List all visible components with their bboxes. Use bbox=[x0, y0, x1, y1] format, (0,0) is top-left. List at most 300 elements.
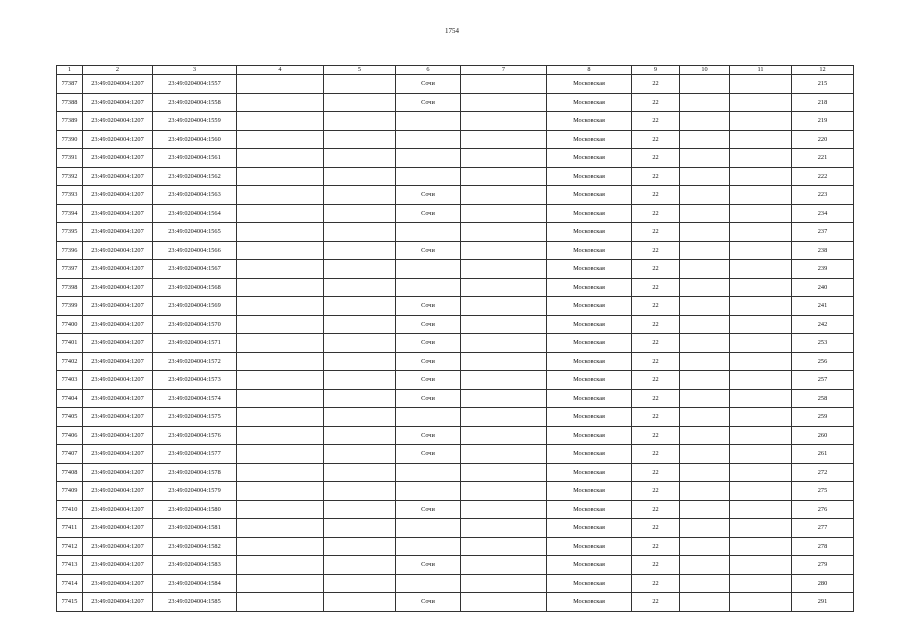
cell-col-10 bbox=[680, 297, 730, 316]
cell-col-11 bbox=[730, 112, 792, 131]
cell-row-number: 77412 bbox=[57, 537, 83, 556]
cell-row-number: 77405 bbox=[57, 408, 83, 427]
cell-house-number: 22 bbox=[632, 130, 680, 149]
cell-street: Московская bbox=[547, 519, 632, 538]
cell-cadastral-number: 23:49:0204004:1580 bbox=[153, 500, 237, 519]
column-header-7: 7 bbox=[461, 66, 547, 75]
cell-house-number: 22 bbox=[632, 371, 680, 390]
cell-city bbox=[396, 130, 461, 149]
cell-parent-cadastral-number: 23:49:0204004:1207 bbox=[83, 241, 153, 260]
cell-cadastral-number: 23:49:0204004:1570 bbox=[153, 315, 237, 334]
cell-col-11 bbox=[730, 260, 792, 279]
cell-col-4 bbox=[237, 130, 324, 149]
cell-col-7 bbox=[461, 519, 547, 538]
cell-col-5 bbox=[324, 149, 396, 168]
cell-col-10 bbox=[680, 519, 730, 538]
cell-col-7 bbox=[461, 149, 547, 168]
cell-cadastral-number: 23:49:0204004:1573 bbox=[153, 371, 237, 390]
cell-col-4 bbox=[237, 315, 324, 334]
cell-col-7 bbox=[461, 408, 547, 427]
cell-col-10 bbox=[680, 445, 730, 464]
cell-house-number: 22 bbox=[632, 593, 680, 612]
cell-apartment-number: 218 bbox=[792, 93, 854, 112]
cell-col-10 bbox=[680, 315, 730, 334]
cell-apartment-number: 242 bbox=[792, 315, 854, 334]
cell-apartment-number: 259 bbox=[792, 408, 854, 427]
cell-apartment-number: 261 bbox=[792, 445, 854, 464]
column-header-3: 3 bbox=[153, 66, 237, 75]
cell-col-7 bbox=[461, 112, 547, 131]
column-header-9: 9 bbox=[632, 66, 680, 75]
table-body bbox=[57, 75, 854, 612]
table-row bbox=[57, 167, 854, 186]
cell-col-7 bbox=[461, 352, 547, 371]
cell-cadastral-number: 23:49:0204004:1571 bbox=[153, 334, 237, 353]
column-header-2: 2 bbox=[83, 66, 153, 75]
cell-col-10 bbox=[680, 186, 730, 205]
cell-cadastral-number: 23:49:0204004:1562 bbox=[153, 167, 237, 186]
cell-house-number: 22 bbox=[632, 278, 680, 297]
cell-city bbox=[396, 463, 461, 482]
cell-col-7 bbox=[461, 482, 547, 501]
cell-street: Московская bbox=[547, 223, 632, 242]
cell-house-number: 22 bbox=[632, 463, 680, 482]
cell-col-5 bbox=[324, 204, 396, 223]
cell-col-5 bbox=[324, 241, 396, 260]
cell-row-number: 77401 bbox=[57, 334, 83, 353]
cell-col-4 bbox=[237, 371, 324, 390]
table-row bbox=[57, 389, 854, 408]
cell-parent-cadastral-number: 23:49:0204004:1207 bbox=[83, 408, 153, 427]
cell-street: Московская bbox=[547, 574, 632, 593]
cell-cadastral-number: 23:49:0204004:1576 bbox=[153, 426, 237, 445]
cell-cadastral-number: 23:49:0204004:1564 bbox=[153, 204, 237, 223]
cell-col-7 bbox=[461, 186, 547, 205]
cell-parent-cadastral-number: 23:49:0204004:1207 bbox=[83, 389, 153, 408]
cell-col-7 bbox=[461, 260, 547, 279]
cell-col-7 bbox=[461, 389, 547, 408]
cell-col-11 bbox=[730, 278, 792, 297]
cell-col-7 bbox=[461, 463, 547, 482]
cell-city: Сочи bbox=[396, 315, 461, 334]
column-header-5: 5 bbox=[324, 66, 396, 75]
cell-col-4 bbox=[237, 408, 324, 427]
cell-col-11 bbox=[730, 463, 792, 482]
cell-col-11 bbox=[730, 500, 792, 519]
cell-city: Сочи bbox=[396, 445, 461, 464]
cell-house-number: 22 bbox=[632, 352, 680, 371]
table-row bbox=[57, 93, 854, 112]
cell-apartment-number: 276 bbox=[792, 500, 854, 519]
cell-col-10 bbox=[680, 537, 730, 556]
cell-col-5 bbox=[324, 574, 396, 593]
cell-cadastral-number: 23:49:0204004:1584 bbox=[153, 574, 237, 593]
cell-col-11 bbox=[730, 130, 792, 149]
cell-col-10 bbox=[680, 463, 730, 482]
cell-city: Сочи bbox=[396, 297, 461, 316]
table-row bbox=[57, 500, 854, 519]
cell-col-7 bbox=[461, 556, 547, 575]
cell-street: Московская bbox=[547, 315, 632, 334]
cell-row-number: 77387 bbox=[57, 75, 83, 94]
cell-city: Сочи bbox=[396, 241, 461, 260]
cell-apartment-number: 253 bbox=[792, 334, 854, 353]
cell-col-5 bbox=[324, 334, 396, 353]
cell-cadastral-number: 23:49:0204004:1578 bbox=[153, 463, 237, 482]
cell-city: Сочи bbox=[396, 593, 461, 612]
cell-col-11 bbox=[730, 371, 792, 390]
cell-street: Московская bbox=[547, 297, 632, 316]
cell-col-10 bbox=[680, 593, 730, 612]
cell-col-11 bbox=[730, 389, 792, 408]
cell-apartment-number: 257 bbox=[792, 371, 854, 390]
table-header bbox=[57, 66, 854, 75]
cell-col-5 bbox=[324, 130, 396, 149]
table-row bbox=[57, 519, 854, 538]
cell-col-4 bbox=[237, 574, 324, 593]
cell-col-11 bbox=[730, 297, 792, 316]
cell-apartment-number: 280 bbox=[792, 574, 854, 593]
cell-row-number: 77407 bbox=[57, 445, 83, 464]
cell-parent-cadastral-number: 23:49:0204004:1207 bbox=[83, 519, 153, 538]
cell-parent-cadastral-number: 23:49:0204004:1207 bbox=[83, 463, 153, 482]
cell-apartment-number: 277 bbox=[792, 519, 854, 538]
cell-parent-cadastral-number: 23:49:0204004:1207 bbox=[83, 426, 153, 445]
cell-col-7 bbox=[461, 500, 547, 519]
cell-col-7 bbox=[461, 75, 547, 94]
cell-row-number: 77415 bbox=[57, 593, 83, 612]
cell-house-number: 22 bbox=[632, 93, 680, 112]
cell-apartment-number: 240 bbox=[792, 278, 854, 297]
cell-house-number: 22 bbox=[632, 574, 680, 593]
table-row bbox=[57, 149, 854, 168]
cell-cadastral-number: 23:49:0204004:1567 bbox=[153, 260, 237, 279]
cell-house-number: 22 bbox=[632, 223, 680, 242]
cell-parent-cadastral-number: 23:49:0204004:1207 bbox=[83, 278, 153, 297]
cell-col-11 bbox=[730, 519, 792, 538]
table-row bbox=[57, 112, 854, 131]
cell-col-11 bbox=[730, 204, 792, 223]
cell-cadastral-number: 23:49:0204004:1568 bbox=[153, 278, 237, 297]
cell-col-5 bbox=[324, 500, 396, 519]
cell-col-11 bbox=[730, 334, 792, 353]
cell-city: Сочи bbox=[396, 334, 461, 353]
cell-apartment-number: 260 bbox=[792, 426, 854, 445]
cell-city: Сочи bbox=[396, 186, 461, 205]
cell-row-number: 77392 bbox=[57, 167, 83, 186]
page-number: 1754 bbox=[445, 27, 459, 35]
cell-apartment-number: 222 bbox=[792, 167, 854, 186]
cell-parent-cadastral-number: 23:49:0204004:1207 bbox=[83, 186, 153, 205]
cell-house-number: 22 bbox=[632, 537, 680, 556]
cell-street: Московская bbox=[547, 389, 632, 408]
cell-apartment-number: 237 bbox=[792, 223, 854, 242]
cell-row-number: 77410 bbox=[57, 500, 83, 519]
cell-apartment-number: 221 bbox=[792, 149, 854, 168]
cell-house-number: 22 bbox=[632, 75, 680, 94]
cell-col-10 bbox=[680, 426, 730, 445]
cell-parent-cadastral-number: 23:49:0204004:1207 bbox=[83, 315, 153, 334]
cell-col-7 bbox=[461, 593, 547, 612]
cell-col-5 bbox=[324, 186, 396, 205]
cell-city bbox=[396, 167, 461, 186]
cell-col-4 bbox=[237, 241, 324, 260]
cell-row-number: 77389 bbox=[57, 112, 83, 131]
cell-city bbox=[396, 149, 461, 168]
cell-row-number: 77404 bbox=[57, 389, 83, 408]
cell-cadastral-number: 23:49:0204004:1574 bbox=[153, 389, 237, 408]
cell-house-number: 22 bbox=[632, 241, 680, 260]
cell-col-4 bbox=[237, 519, 324, 538]
cell-cadastral-number: 23:49:0204004:1579 bbox=[153, 482, 237, 501]
cell-col-7 bbox=[461, 537, 547, 556]
cell-col-7 bbox=[461, 297, 547, 316]
cell-col-7 bbox=[461, 315, 547, 334]
cell-col-5 bbox=[324, 519, 396, 538]
cell-street: Московская bbox=[547, 130, 632, 149]
cell-col-4 bbox=[237, 352, 324, 371]
table-row bbox=[57, 556, 854, 575]
cell-street: Московская bbox=[547, 93, 632, 112]
cell-apartment-number: 278 bbox=[792, 537, 854, 556]
cell-parent-cadastral-number: 23:49:0204004:1207 bbox=[83, 149, 153, 168]
cell-col-10 bbox=[680, 278, 730, 297]
cell-row-number: 77396 bbox=[57, 241, 83, 260]
cell-cadastral-number: 23:49:0204004:1557 bbox=[153, 75, 237, 94]
cell-street: Московская bbox=[547, 426, 632, 445]
cell-street: Московская bbox=[547, 260, 632, 279]
cell-col-4 bbox=[237, 149, 324, 168]
cell-cadastral-number: 23:49:0204004:1575 bbox=[153, 408, 237, 427]
cell-house-number: 22 bbox=[632, 445, 680, 464]
cell-row-number: 77414 bbox=[57, 574, 83, 593]
cell-col-10 bbox=[680, 482, 730, 501]
column-header-1: 1 bbox=[57, 66, 83, 75]
cell-col-7 bbox=[461, 426, 547, 445]
cell-row-number: 77397 bbox=[57, 260, 83, 279]
cell-apartment-number: 238 bbox=[792, 241, 854, 260]
cell-col-5 bbox=[324, 408, 396, 427]
cell-parent-cadastral-number: 23:49:0204004:1207 bbox=[83, 556, 153, 575]
cell-col-4 bbox=[237, 112, 324, 131]
cell-house-number: 22 bbox=[632, 112, 680, 131]
cell-city: Сочи bbox=[396, 93, 461, 112]
cell-city bbox=[396, 537, 461, 556]
cell-col-4 bbox=[237, 204, 324, 223]
cell-col-11 bbox=[730, 241, 792, 260]
cell-row-number: 77403 bbox=[57, 371, 83, 390]
cell-col-10 bbox=[680, 352, 730, 371]
cell-parent-cadastral-number: 23:49:0204004:1207 bbox=[83, 371, 153, 390]
cell-row-number: 77395 bbox=[57, 223, 83, 242]
cell-col-11 bbox=[730, 167, 792, 186]
cell-col-5 bbox=[324, 93, 396, 112]
cell-col-4 bbox=[237, 463, 324, 482]
cell-col-11 bbox=[730, 75, 792, 94]
cell-house-number: 22 bbox=[632, 334, 680, 353]
cell-house-number: 22 bbox=[632, 315, 680, 334]
cell-col-4 bbox=[237, 93, 324, 112]
cell-parent-cadastral-number: 23:49:0204004:1207 bbox=[83, 223, 153, 242]
cell-parent-cadastral-number: 23:49:0204004:1207 bbox=[83, 75, 153, 94]
cell-parent-cadastral-number: 23:49:0204004:1207 bbox=[83, 445, 153, 464]
cell-col-7 bbox=[461, 371, 547, 390]
cell-col-7 bbox=[461, 93, 547, 112]
cell-col-5 bbox=[324, 167, 396, 186]
cell-house-number: 22 bbox=[632, 389, 680, 408]
cell-col-10 bbox=[680, 112, 730, 131]
cell-street: Московская bbox=[547, 593, 632, 612]
cell-street: Московская bbox=[547, 463, 632, 482]
cell-row-number: 77398 bbox=[57, 278, 83, 297]
cell-street: Московская bbox=[547, 537, 632, 556]
cell-row-number: 77402 bbox=[57, 352, 83, 371]
cell-city bbox=[396, 260, 461, 279]
cell-col-7 bbox=[461, 223, 547, 242]
cell-col-11 bbox=[730, 445, 792, 464]
table-row bbox=[57, 334, 854, 353]
cell-row-number: 77399 bbox=[57, 297, 83, 316]
cell-parent-cadastral-number: 23:49:0204004:1207 bbox=[83, 537, 153, 556]
column-header-6: 6 bbox=[396, 66, 461, 75]
cell-col-4 bbox=[237, 260, 324, 279]
cell-apartment-number: 256 bbox=[792, 352, 854, 371]
cell-row-number: 77408 bbox=[57, 463, 83, 482]
cell-row-number: 77400 bbox=[57, 315, 83, 334]
cell-house-number: 22 bbox=[632, 204, 680, 223]
column-header-11: 11 bbox=[730, 66, 792, 75]
column-header-10: 10 bbox=[680, 66, 730, 75]
cell-house-number: 22 bbox=[632, 408, 680, 427]
cell-city: Сочи bbox=[396, 426, 461, 445]
cell-street: Московская bbox=[547, 167, 632, 186]
cell-parent-cadastral-number: 23:49:0204004:1207 bbox=[83, 297, 153, 316]
table-row bbox=[57, 352, 854, 371]
cell-row-number: 77390 bbox=[57, 130, 83, 149]
cell-col-4 bbox=[237, 278, 324, 297]
cell-city bbox=[396, 519, 461, 538]
cell-house-number: 22 bbox=[632, 297, 680, 316]
cell-col-4 bbox=[237, 556, 324, 575]
cell-col-4 bbox=[237, 334, 324, 353]
cell-col-5 bbox=[324, 463, 396, 482]
cell-col-11 bbox=[730, 93, 792, 112]
cell-city bbox=[396, 223, 461, 242]
cell-col-10 bbox=[680, 334, 730, 353]
cell-apartment-number: 241 bbox=[792, 297, 854, 316]
cell-col-4 bbox=[237, 389, 324, 408]
cell-cadastral-number: 23:49:0204004:1563 bbox=[153, 186, 237, 205]
cell-city: Сочи bbox=[396, 371, 461, 390]
cell-col-11 bbox=[730, 149, 792, 168]
table-row bbox=[57, 204, 854, 223]
column-header-4: 4 bbox=[237, 66, 324, 75]
cell-cadastral-number: 23:49:0204004:1583 bbox=[153, 556, 237, 575]
cell-parent-cadastral-number: 23:49:0204004:1207 bbox=[83, 574, 153, 593]
cell-col-5 bbox=[324, 482, 396, 501]
cell-col-10 bbox=[680, 93, 730, 112]
table-row bbox=[57, 130, 854, 149]
table-row bbox=[57, 260, 854, 279]
table-row bbox=[57, 463, 854, 482]
cell-street: Московская bbox=[547, 334, 632, 353]
cell-city: Сочи bbox=[396, 500, 461, 519]
cell-col-5 bbox=[324, 297, 396, 316]
cell-col-5 bbox=[324, 75, 396, 94]
cell-cadastral-number: 23:49:0204004:1565 bbox=[153, 223, 237, 242]
column-header-12: 12 bbox=[792, 66, 854, 75]
cell-col-5 bbox=[324, 556, 396, 575]
cell-col-5 bbox=[324, 112, 396, 131]
cell-parent-cadastral-number: 23:49:0204004:1207 bbox=[83, 334, 153, 353]
table-row bbox=[57, 426, 854, 445]
cell-cadastral-number: 23:49:0204004:1577 bbox=[153, 445, 237, 464]
cell-col-11 bbox=[730, 574, 792, 593]
cell-apartment-number: 291 bbox=[792, 593, 854, 612]
cell-apartment-number: 279 bbox=[792, 556, 854, 575]
cell-street: Московская bbox=[547, 278, 632, 297]
cell-parent-cadastral-number: 23:49:0204004:1207 bbox=[83, 482, 153, 501]
cell-col-4 bbox=[237, 167, 324, 186]
cell-city: Сочи bbox=[396, 389, 461, 408]
cell-row-number: 77388 bbox=[57, 93, 83, 112]
cell-city bbox=[396, 278, 461, 297]
cell-cadastral-number: 23:49:0204004:1561 bbox=[153, 149, 237, 168]
cell-col-11 bbox=[730, 315, 792, 334]
cell-col-4 bbox=[237, 297, 324, 316]
cell-cadastral-number: 23:49:0204004:1558 bbox=[153, 93, 237, 112]
cell-parent-cadastral-number: 23:49:0204004:1207 bbox=[83, 260, 153, 279]
cell-parent-cadastral-number: 23:49:0204004:1207 bbox=[83, 500, 153, 519]
cell-city: Сочи bbox=[396, 204, 461, 223]
cell-col-10 bbox=[680, 408, 730, 427]
cell-col-4 bbox=[237, 482, 324, 501]
table-row bbox=[57, 278, 854, 297]
cell-col-4 bbox=[237, 537, 324, 556]
register-table bbox=[56, 65, 854, 612]
cell-city bbox=[396, 408, 461, 427]
table-row bbox=[57, 223, 854, 242]
cell-col-11 bbox=[730, 537, 792, 556]
cell-col-11 bbox=[730, 426, 792, 445]
cell-street: Московская bbox=[547, 352, 632, 371]
cell-col-7 bbox=[461, 130, 547, 149]
cell-parent-cadastral-number: 23:49:0204004:1207 bbox=[83, 130, 153, 149]
cell-col-5 bbox=[324, 426, 396, 445]
cell-house-number: 22 bbox=[632, 500, 680, 519]
table-row bbox=[57, 593, 854, 612]
cell-cadastral-number: 23:49:0204004:1566 bbox=[153, 241, 237, 260]
cell-col-4 bbox=[237, 426, 324, 445]
table-row bbox=[57, 482, 854, 501]
cell-col-10 bbox=[680, 130, 730, 149]
table-row bbox=[57, 75, 854, 94]
cell-col-7 bbox=[461, 167, 547, 186]
cell-col-5 bbox=[324, 315, 396, 334]
cell-col-4 bbox=[237, 75, 324, 94]
cell-house-number: 22 bbox=[632, 482, 680, 501]
cell-city bbox=[396, 482, 461, 501]
cell-col-5 bbox=[324, 223, 396, 242]
cell-col-10 bbox=[680, 574, 730, 593]
cell-city: Сочи bbox=[396, 352, 461, 371]
cell-apartment-number: 258 bbox=[792, 389, 854, 408]
cell-row-number: 77411 bbox=[57, 519, 83, 538]
cell-house-number: 22 bbox=[632, 260, 680, 279]
cell-house-number: 22 bbox=[632, 149, 680, 168]
cell-col-4 bbox=[237, 593, 324, 612]
cell-col-7 bbox=[461, 241, 547, 260]
